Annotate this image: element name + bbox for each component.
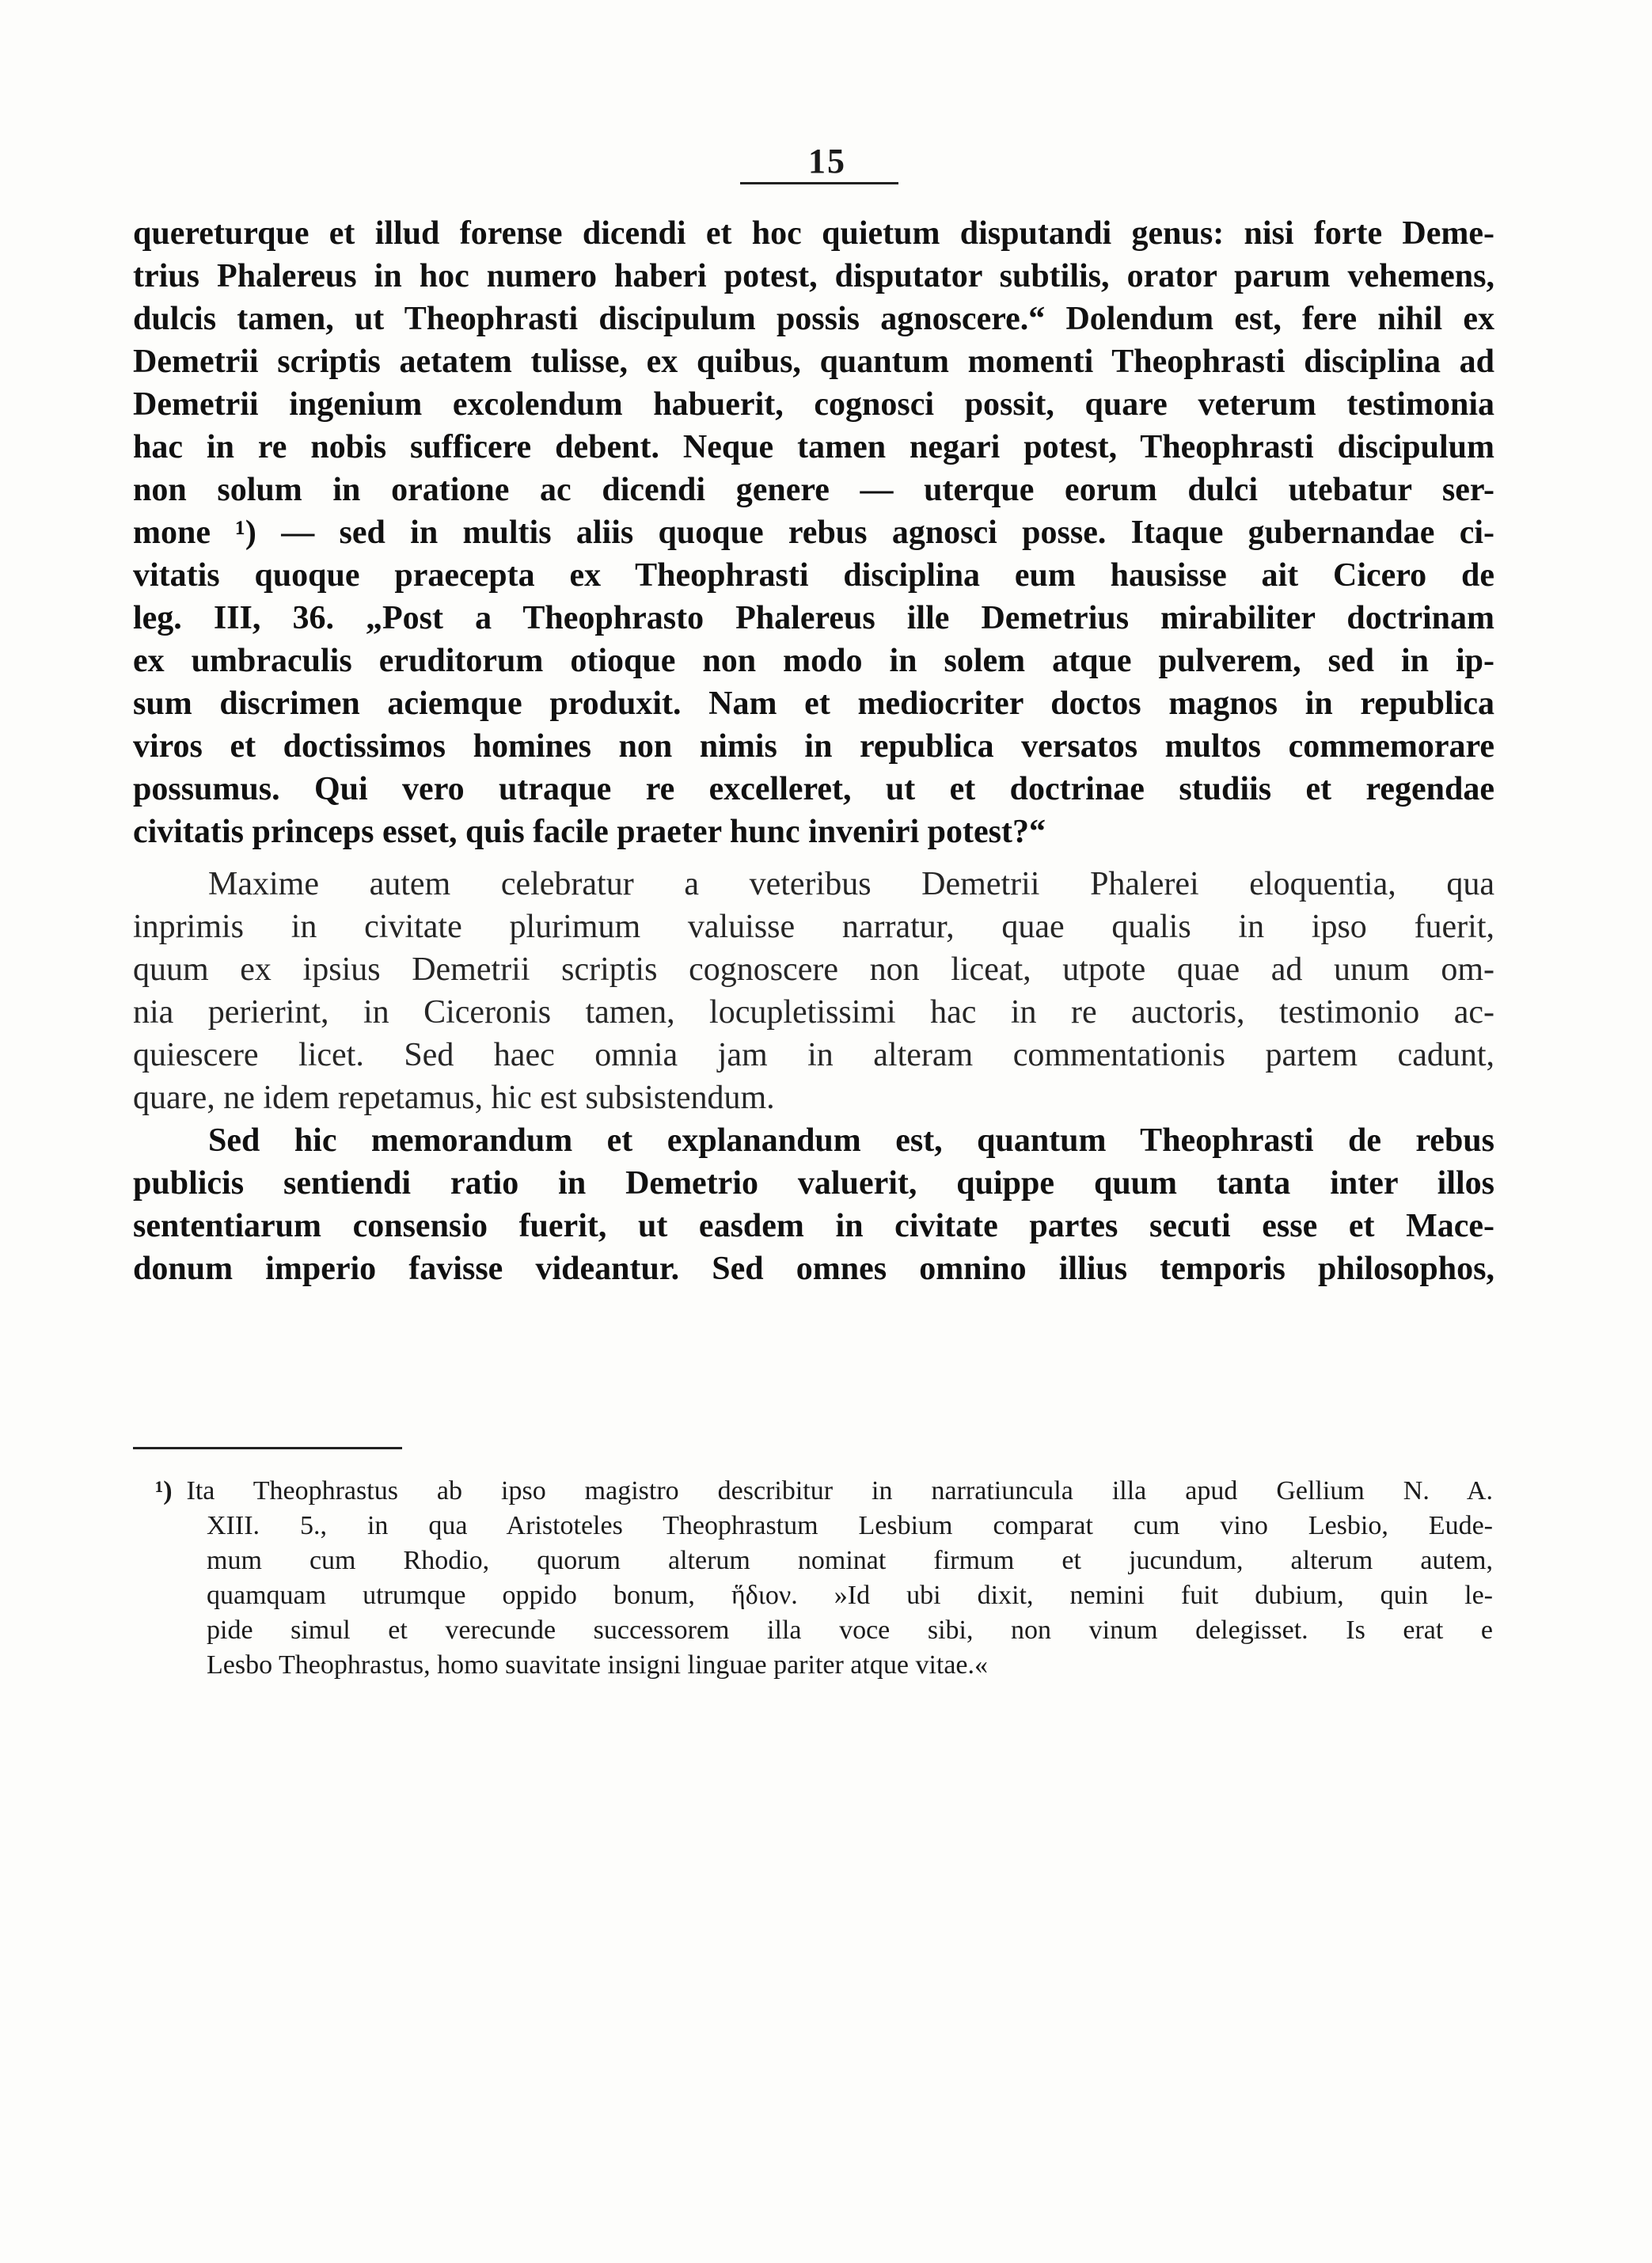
text-line: non solum in oratione ac dicendi genere — uterque eorum dulci utebatur ser- bbox=[133, 472, 1494, 508]
paragraph-2 bbox=[133, 863, 1494, 1119]
text-line: vitatis quoque praecepta ex Theophrasti disciplina eum hausisse ait Cicero de bbox=[133, 557, 1494, 594]
text-line: sum discrimen aciemque produxit. Nam et mediocriter doctos magnos in republica bbox=[133, 685, 1494, 722]
text-line: quare, ne idem repetamus, hic est subsistendum. bbox=[133, 1080, 775, 1116]
text-line: nia perierint, in Ciceronis tamen, locupletissimi hac in re auctoris, testimonio ac- bbox=[133, 994, 1494, 1031]
footnote-line: mum cum Rhodio, quorum alterum nominat firmum et jucundum, alterum autem, bbox=[207, 1546, 1493, 1575]
text-line: Demetrii scriptis aetatem tulisse, ex quibus, quantum momenti Theophrasti disciplina ad bbox=[133, 344, 1494, 380]
body-text bbox=[133, 212, 1494, 1290]
footnote-line: Lesbo Theophrastus, homo suavitate insigni linguae pariter atque vitae.« bbox=[207, 1650, 989, 1680]
text-line: leg. III, 36. „Post a Theophrasto Phalereus ille Demetrius mirabiliter doctrinam bbox=[133, 600, 1494, 636]
text-line: dulcis tamen, ut Theophrasti discipulum possis agnoscere.“ Dolendum est, fere nihil ex bbox=[133, 301, 1494, 337]
footnote-rule bbox=[133, 1447, 402, 1449]
text-line: Maxime autem celebratur a veteribus Demetrii Phalerei eloquentia, qua bbox=[208, 866, 1494, 902]
footnote-line bbox=[139, 1474, 1493, 1509]
text-line: possumus. Qui vero utraque re excelleret, ut et doctrinae studiis et regendae bbox=[133, 771, 1494, 807]
text-line: quum ex ipsius Demetrii scriptis cognoscere non liceat, utpote quae ad unum om- bbox=[133, 951, 1494, 988]
text-line: mone ¹) — sed in multis aliis quoque rebus agnosci posse. Itaque gubernandae ci- bbox=[133, 514, 1494, 551]
footnote-marker: ¹) bbox=[155, 1476, 173, 1506]
footnote-line: XIII. 5., in qua Aristoteles Theophrastum Lesbium comparat cum vino Lesbio, Eude- bbox=[207, 1511, 1493, 1540]
paragraph-3 bbox=[133, 1119, 1494, 1290]
text-line: publicis sentiendi ratio in Demetrio valuerit, quippe quum tanta inter illos bbox=[133, 1165, 1494, 1202]
footnote bbox=[139, 1474, 1493, 1683]
text-line: quereturque et illud forense dicendi et hoc quietum disputandi genus: nisi forte Deme- bbox=[133, 215, 1494, 252]
page-number: 15 bbox=[808, 142, 846, 180]
text-line: hac in re nobis sufficere debent. Neque tamen negari potest, Theophrasti discipulum bbox=[133, 429, 1494, 465]
text-line: Demetrii ingenium excolendum habuerit, cognosci possit, quare veterum testimonia bbox=[133, 386, 1494, 423]
text-line: ex umbraculis eruditorum otioque non modo in solem atque pulverem, sed in ip- bbox=[133, 643, 1494, 679]
text-line: inprimis in civitate plurimum valuisse narratur, quae qualis in ipso fuerit, bbox=[133, 909, 1494, 945]
footnote-line: quamquam utrumque oppido bonum, ἥδιον. »Id ubi dixit, nemini fuit dubium, quin le- bbox=[207, 1581, 1493, 1610]
page-number-rule bbox=[740, 182, 898, 184]
text-line: civitatis princeps esset, quis facile praeter hunc inveniri potest?“ bbox=[133, 814, 1046, 850]
text-line: viros et doctissimos homines non nimis in republica versatos multos commemorare bbox=[133, 728, 1494, 765]
footnote-text: Ita Theophrastus ab ipso magistro describitur in narratiuncula illa apud Gellium N. A. bbox=[186, 1476, 1493, 1506]
text-line: Sed hic memorandum et explanandum est, quantum Theophrasti de rebus bbox=[208, 1122, 1494, 1159]
footnote-line: pide simul et verecunde successorem illa voce sibi, non vinum delegisset. Is erat e bbox=[207, 1616, 1493, 1645]
text-line: trius Phalereus in hoc numero haberi potest, disputator subtilis, orator parum vehemens, bbox=[133, 258, 1494, 294]
paragraph-1 bbox=[133, 212, 1494, 853]
text-line: quiescere licet. Sed haec omnia jam in alteram commentationis partem cadunt, bbox=[133, 1037, 1494, 1073]
text-line: donum imperio favisse videantur. Sed omnes omnino illius temporis philosophos, bbox=[133, 1251, 1494, 1287]
text-line: sententiarum consensio fuerit, ut easdem in civitate partes secuti esse et Mace- bbox=[133, 1208, 1494, 1244]
